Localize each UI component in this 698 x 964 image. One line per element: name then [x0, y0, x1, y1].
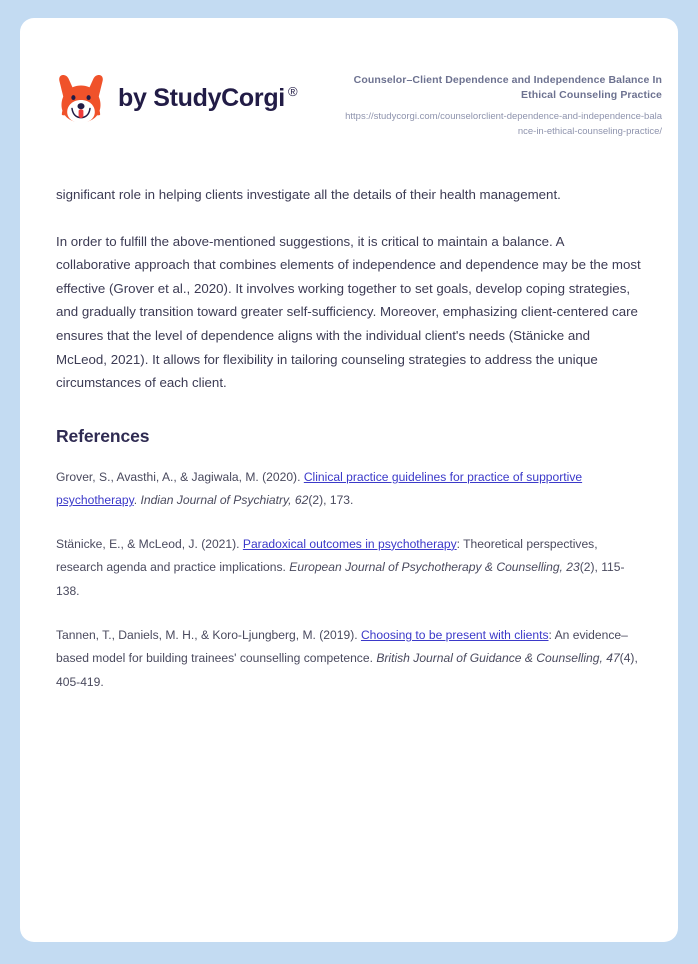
- reference-authors-year: Stänicke, E., & McLeod, J. (2021).: [56, 536, 243, 551]
- reference-authors-year: Grover, S., Avasthi, A., & Jagiwala, M. (2020).: [56, 469, 304, 484]
- paragraph: significant role in helping clients investigate all the details of their health management.: [56, 186, 561, 202]
- reference-tail: (2), 115-138.: [56, 560, 625, 599]
- references-heading: References: [56, 425, 150, 446]
- reference-entry: [56, 624, 642, 695]
- reference-authors-year: Tannen, T., Daniels, M. H., & Koro-Ljungberg, M. (2019).: [56, 627, 361, 642]
- document-paper: [20, 18, 678, 942]
- reference-tail: (4), 405-419.: [56, 651, 638, 689]
- reference-after-link: .: [133, 493, 141, 508]
- header-meta: [344, 70, 662, 139]
- corgi-face-icon: [56, 72, 106, 124]
- brand-logo[interactable]: [56, 72, 297, 124]
- reference-journal: Indian Journal of Psychiatry, 62: [140, 493, 309, 508]
- reference-after-link: : Theoretical perspectives, research agenda and practice implications.: [56, 536, 598, 575]
- reference-link[interactable]: Clinical practice guidelines for practice of supportive psychotherapy: [56, 469, 583, 508]
- reference-entry: [56, 533, 642, 604]
- reference-journal: British Journal of Guidance & Counselling, 47: [376, 651, 620, 666]
- reference-link[interactable]: Choosing to be present with clients: [360, 627, 549, 642]
- paragraph: In order to fulfill the above-mentioned suggestions, it is critical to maintain a balance. A collaborative approach that combines elements of independence and dependence may be the most effective (Grover et al., 2020). It involves working together to set goals, develop coping strategies, and gradually transition toward greater self-sufficiency. Moreover, emphasizing client-centered care ensures that the level of dependence aligns with the individual client's needs (Stänicke and McLeod, 2021). It allows for flexibility in tailoring counseling strategies to address the unique circumstances of each client.: [56, 233, 641, 391]
- reference-after-link: : An evidence–based model for building trainees' counselling competence.: [56, 627, 628, 666]
- brand-name-text: by StudyCorgi: [118, 83, 285, 112]
- reference-entry: [56, 466, 642, 513]
- document-body: [20, 183, 678, 695]
- reference-journal: European Journal of Psychotherapy & Counselling, 23: [289, 560, 580, 575]
- brand-wordmark: [118, 84, 297, 113]
- reference-link[interactable]: Paradoxical outcomes in psychotherapy: [242, 536, 457, 551]
- reference-tail: (2), 173.: [308, 493, 354, 508]
- document-title: Counselor–Client Dependence and Independence Balance In Ethical Counseling Practice: [353, 74, 662, 102]
- registered-trademark-icon: ®: [287, 84, 298, 100]
- document-header: [20, 18, 678, 139]
- document-source-url: https://studycorgi.com/counselorclient-dependence-and-independence-balance-in-ethical-counseling-practice/: [345, 111, 662, 137]
